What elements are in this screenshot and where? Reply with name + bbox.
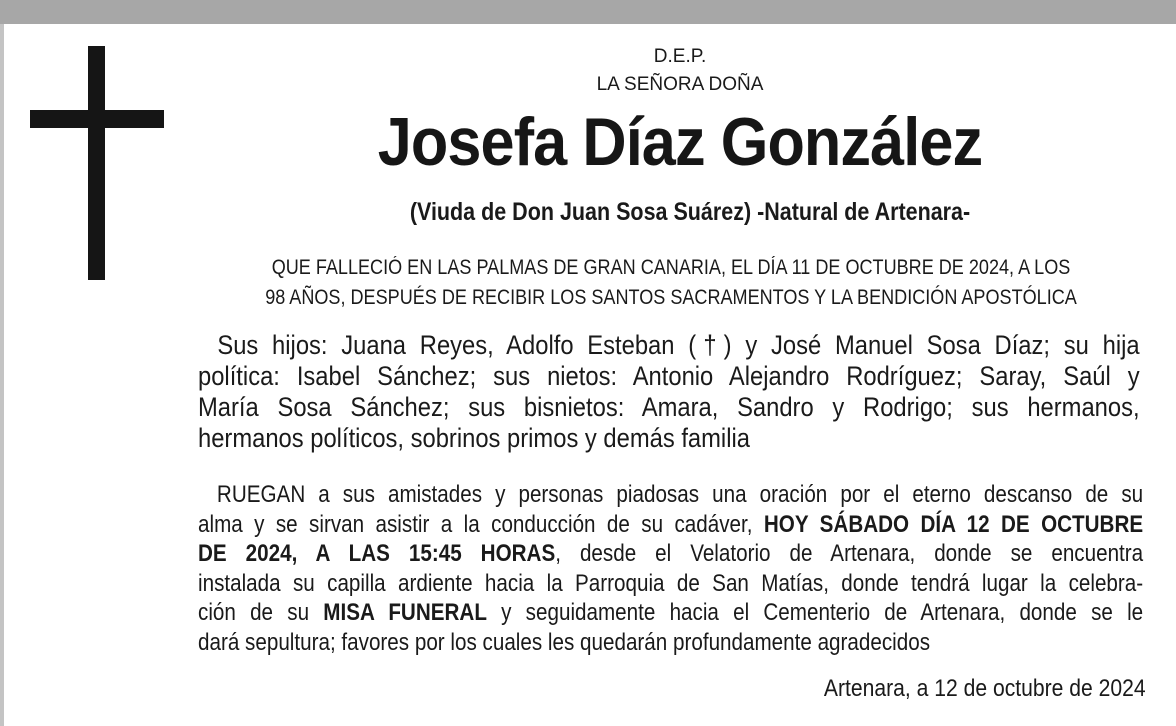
cross-horizontal-bar xyxy=(30,110,164,128)
death-notice-line-1: QUE FALLECIÓ EN LAS PALMAS DE GRAN CANARIA, EL DÍA 11 DE OCTUBRE DE 2024, A LOS xyxy=(271,256,1071,279)
ruegan-line-3 xyxy=(198,539,1143,569)
ruegan-line-3-text: , desde el Velatorio de Artenara, donde se encuentra xyxy=(555,540,1144,567)
death-notice-line-2: 98 AÑOS, DESPUÉS DE RECIBIR LOS SANTOS SACRAMENTOS Y LA BENDICIÓN APOSTÓLICA xyxy=(265,286,1077,309)
deceased-subtitle: (Viuda de Don Juan Sosa Suárez) -Natural de Artenara- xyxy=(409,198,971,226)
deceased-name: Josefa Díaz González xyxy=(377,104,983,180)
family-line-3: María Sosa Sánchez; sus bisnietos: Amara, Sandro y Rodrigo; sus hermanos, xyxy=(198,392,1140,422)
left-border xyxy=(0,24,4,726)
top-bar xyxy=(0,0,1176,24)
title-heading: LA SEÑORA DOÑA xyxy=(596,74,764,95)
family-line-2: política: Isabel Sánchez; sus nietos: Antonio Alejandro Rodríguez; Saray, Saúl y xyxy=(198,361,1140,391)
misa-funeral-emphasis: MISA FUNERAL xyxy=(323,599,487,626)
ruegan-date-emphasis: HOY SÁBADO DÍA 12 DE OCTUBRE xyxy=(763,510,1144,538)
ruegan-line-5-text-a: ción de su xyxy=(198,599,324,626)
ruegan-line-2-text: alma y se sirvan asistir a la conducción de su cadáver, xyxy=(198,510,764,538)
family-line-1: Sus hijos: Juana Reyes, Adolfo Esteban (†) y José Manuel Sosa Díaz; su hija xyxy=(217,330,1140,360)
ruegan-paragraph xyxy=(198,480,1143,657)
ruegan-line-5-text-b: y seguidamente hacia el Cementerio de Artenara, donde se le xyxy=(486,599,1144,626)
ruegan-line-4: instalada su capilla ardiente hacia la Parroquia de San Matías, donde tendrá lugar la celebra- xyxy=(198,569,1144,597)
latin-cross-icon xyxy=(30,46,164,280)
ruegan-line-1: RUEGAN a sus amistades y personas piadosas una oración por el eterno descanso de su xyxy=(216,481,1144,508)
family-paragraph xyxy=(198,330,1143,454)
family-line-4: hermanos políticos, sobrinos primos y demás familia xyxy=(198,423,750,453)
signoff-place-date: Artenara, a 12 de octubre de 2024 xyxy=(824,675,1146,702)
ruegan-line-5 xyxy=(198,598,1143,628)
ruegan-time-emphasis: DE 2024, A LAS 15:45 HORAS xyxy=(198,540,556,567)
cross-vertical-bar xyxy=(88,46,105,280)
ruegan-line-2 xyxy=(198,510,1143,540)
ruegan-line-6: dará sepultura; favores por los cuales les quedarán profundamente agradecidos xyxy=(198,628,931,656)
dep-heading: D.E.P. xyxy=(653,46,707,67)
